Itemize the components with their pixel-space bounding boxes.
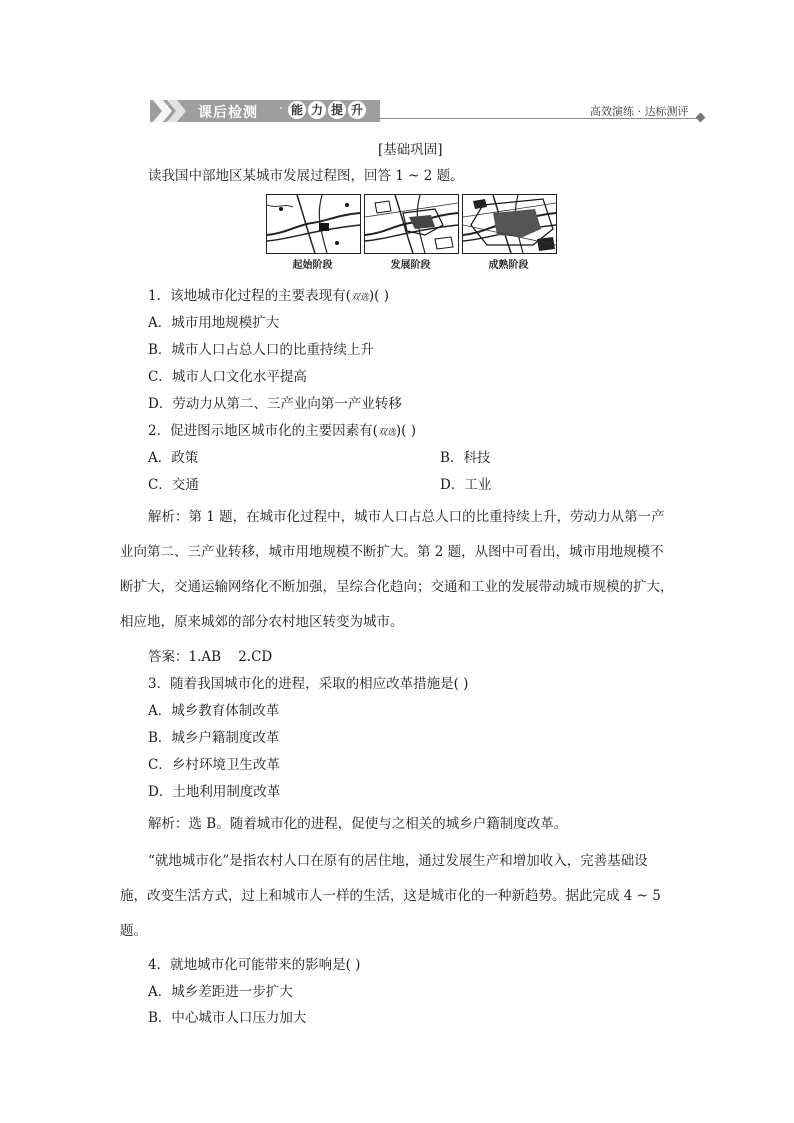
q1-option-d: D．劳动力从第二、三产业向第一产业转移 xyxy=(148,396,402,412)
banner-dot: · xyxy=(279,102,284,117)
map-stage-develop xyxy=(364,194,459,254)
chevron-arrows-icon xyxy=(152,99,192,123)
banner-char: 力 xyxy=(308,101,326,119)
intro2-line: 施，改变生活方式，过上和城市人一样的生活，这是城市化的一种新趋势。据此完成 4 ~ 5 xyxy=(120,888,661,904)
q3-stem: 3．随着我国城市化的进程，采取的相应改革措施是( ) xyxy=(148,676,469,692)
banner-char: 提 xyxy=(328,101,346,119)
analysis1-line: 断扩大，交通运输网络化不断加强，呈综合化趋向；交通和工业的发展带动城市规模的扩大， xyxy=(120,579,674,595)
q2-option-d: D．工业 xyxy=(440,477,492,493)
q3-option-a: A．城乡教育体制改革 xyxy=(148,703,280,719)
banner-badge-chars xyxy=(288,101,366,119)
map-label-develop: 发展阶段 xyxy=(390,260,431,271)
q2-option-a: A．政策 xyxy=(148,450,199,466)
header-banner xyxy=(150,100,380,122)
analysis1-line: 业向第二、三产业转移，城市用地规模不断扩大。第 2 题，从图中可看出，城市用地规模不 xyxy=(120,544,664,560)
section-title: [基础巩固] xyxy=(378,142,443,158)
q2-stem-text: 2．促进图示地区城市化的主要因素有( xyxy=(148,423,378,439)
q1-tag: 双选 xyxy=(350,293,369,303)
analysis3-text: 解析：选 B。随着城市化的进程，促使与之相关的城乡户籍制度改革。 xyxy=(148,816,568,832)
q2-option-b: B．科技 xyxy=(440,450,491,466)
q3-option-b: B．城乡户籍制度改革 xyxy=(148,730,280,746)
intro2-line: 题。 xyxy=(120,923,147,939)
diamond-icon xyxy=(696,113,706,123)
q1-option-c: C．城市人口文化水平提高 xyxy=(148,369,307,385)
q4-option-b: B．中心城市人口压力加大 xyxy=(148,1010,307,1026)
q2-stem xyxy=(148,419,416,439)
q4-option-a: A．城乡差距进一步扩大 xyxy=(148,984,293,1000)
map-stage-start xyxy=(266,194,361,254)
q3-option-d: D．土地利用制度改革 xyxy=(148,784,281,800)
q2-close: )( ) xyxy=(395,423,416,439)
analysis1-line: 相应地，原来城郊的部分农村地区转变为城市。 xyxy=(120,614,404,630)
banner-title: 课后检测 xyxy=(198,105,258,121)
analysis1-line: 解析：第 1 题，在城市化过程中，城市人口占总人口的比重持续上升，劳动力从第一产 xyxy=(148,509,665,525)
banner-char: 升 xyxy=(348,101,366,119)
intro2-line: “就地城市化”是指农村人口在原有的居住地，通过发展生产和增加收入，完善基础设 xyxy=(148,853,648,869)
q1-option-a: A．城市用地规模扩大 xyxy=(148,315,280,331)
q1-close: )( ) xyxy=(368,288,389,304)
q1-option-b: B．城市人口占总人口的比重持续上升 xyxy=(148,342,374,358)
q2-tag: 双选 xyxy=(377,428,396,438)
q1-stem-text: 1．该地城市化过程的主要表现有( xyxy=(148,288,351,304)
map-label-start: 起始阶段 xyxy=(292,260,333,271)
q1-stem xyxy=(148,284,389,304)
city-development-figure xyxy=(266,194,556,274)
intro-text: 读我国中部地区某城市发展过程图，回答 1 ~ 2 题。 xyxy=(148,168,464,184)
q3-option-c: C．乡村环境卫生改革 xyxy=(148,757,280,773)
map-label-mature: 成熟阶段 xyxy=(488,260,529,271)
map-stage-mature xyxy=(462,194,557,254)
header-right-tag: 高效演练 · 达标测评 xyxy=(590,105,689,118)
q4-stem: 4．就地城市化可能带来的影响是( ) xyxy=(148,957,361,973)
answer-text: 答案：1.AB 2.CD xyxy=(148,649,273,665)
banner-char: 能 xyxy=(288,101,306,119)
q2-option-c: C．交通 xyxy=(148,477,199,493)
